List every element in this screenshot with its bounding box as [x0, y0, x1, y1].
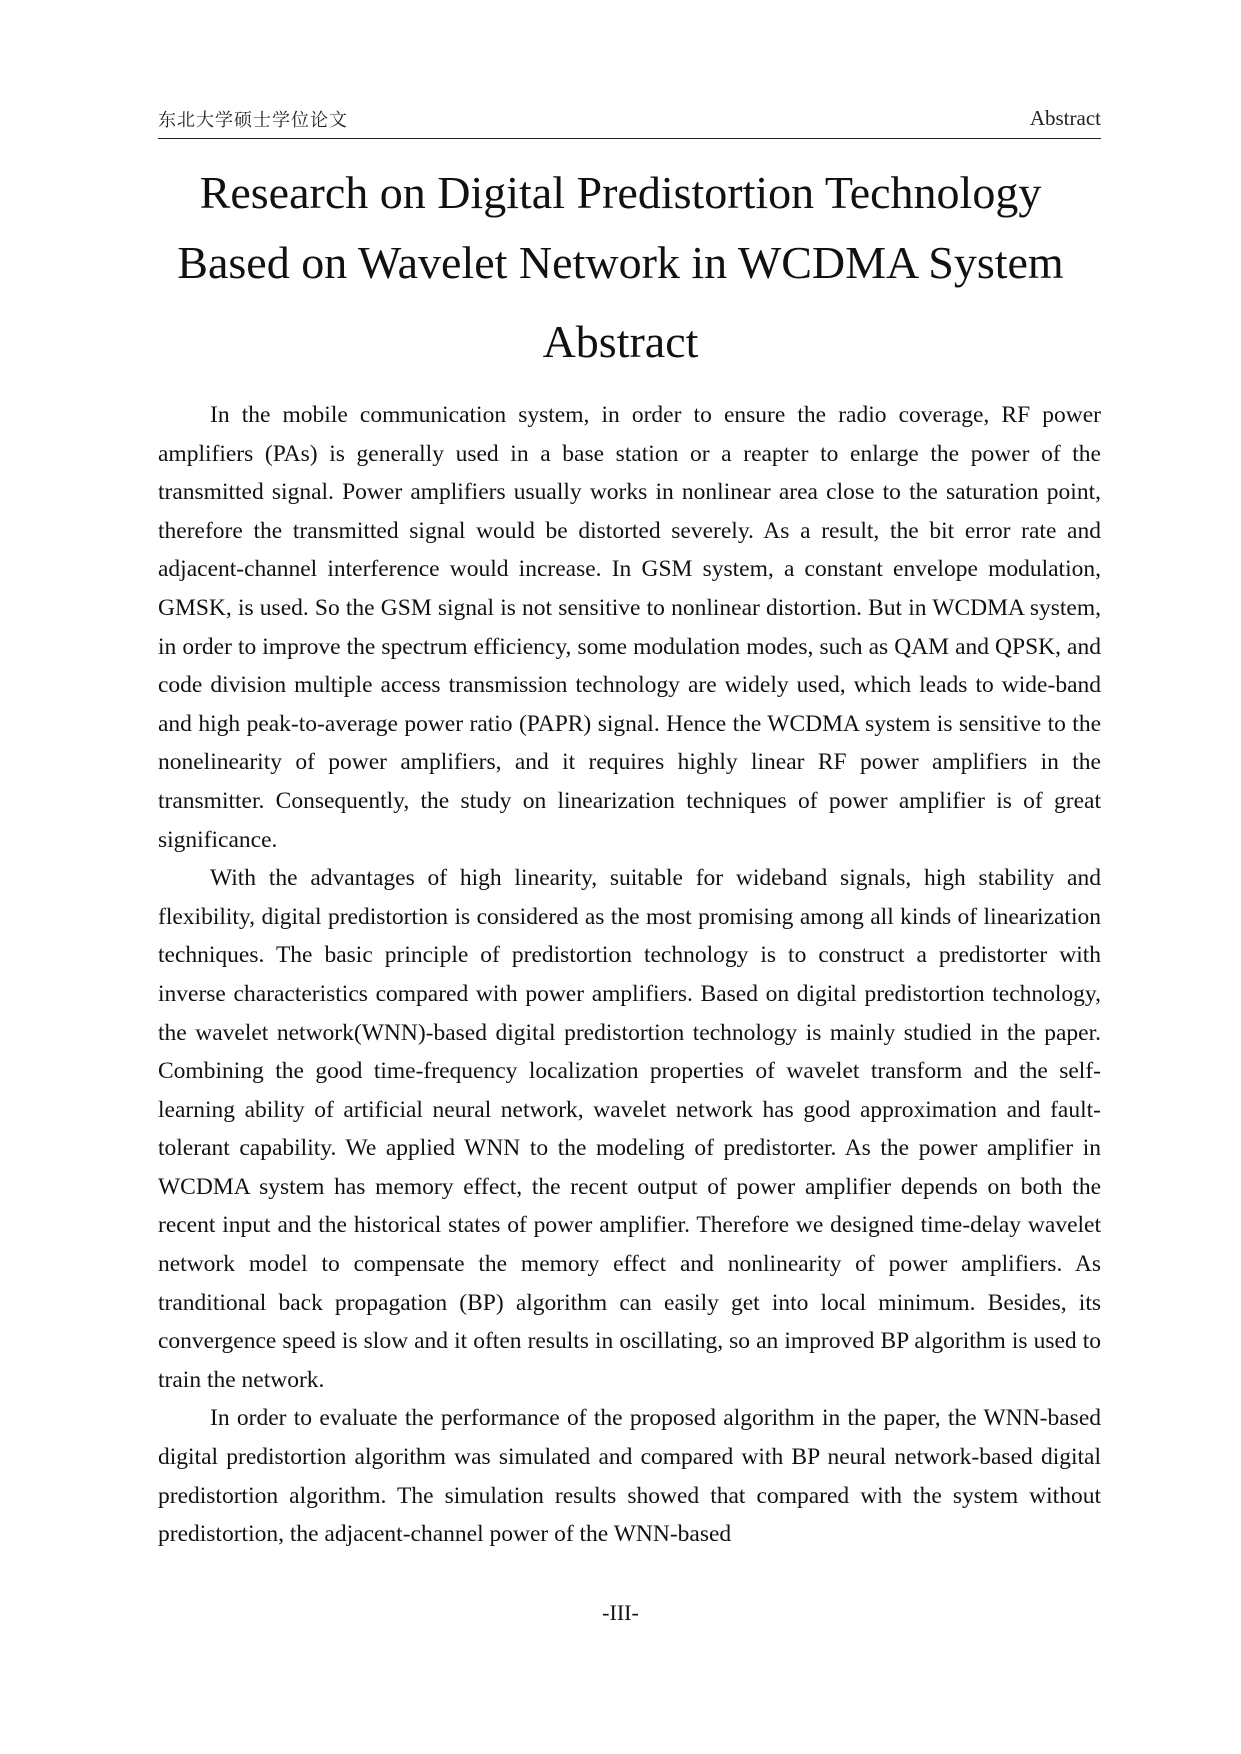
page-number: -III- — [602, 1600, 639, 1625]
paper-title — [140, 158, 1101, 298]
abstract-body — [158, 396, 1101, 1554]
header-section-name: Abstract — [1029, 106, 1101, 130]
abstract-paragraph-2: With the advantages of high linearity, suitable for wideband signals, high stability and flexibility, digital predistortion is considered as the most promising among all kinds of linearization techniques. The basic principle of predistortion technology is to construct a predistorter with inverse characteristics compared with power amplifiers. Based on digital predistortion technology, the wavelet network(WNN)-based digital predistortion technology is mainly studied in the paper. Combining the good time-frequency localization properties of wavelet transform and the self-learning ability of artificial neural network, wavelet network has good approximation and fault-tolerant capability. We applied WNN to the modeling of predistorter. As the power amplifier in WCDMA system has memory effect, the recent output of power amplifier depends on both the recent input and the historical states of power amplifier. Therefore we designed time-delay wavelet network model to compensate the memory effect and nonlinearity of power amplifiers. As tranditional back propagation (BP) algorithm can easily get into local minimum. Besides, its convergence speed is slow and it often results in oscillating, so an improved BP algorithm is used to train the network. — [158, 865, 1101, 1393]
abstract-paragraph-1: In the mobile communication system, in order to ensure the radio coverage, RF power amplifiers (PAs) is generally used in a base station or a reapter to enlarge the power of the transmitted signal. Power amplifiers usually works in nonlinear area close to the saturation point, therefore the transmitted signal would be distorted severely. As a result, the bit error rate and adjacent-channel interference would increase. In GSM system, a constant envelope modulation, GMSK, is used. So the GSM signal is not sensitive to nonlinear distortion. But in WCDMA system, in order to improve the spectrum efficiency, some modulation modes, such as QAM and QPSK, and code division multiple access transmission technology are widely used, which leads to wide-band and high peak-to-average power ratio (PAPR) signal. Hence the WCDMA system is sensitive to the nonelinearity of power amplifiers, and it requires highly linear RF power amplifiers in the transmitter. Consequently, the study on linearization techniques of power amplifier is of great significance. — [158, 402, 1101, 853]
header-university-title: 东北大学硕士学位论文 — [158, 110, 348, 131]
paper-title-line-2: Based on Wavelet Network in WCDMA System — [177, 237, 1064, 288]
running-header — [158, 104, 1101, 139]
abstract-paragraph-3: In order to evaluate the performance of the proposed algorithm in the paper, the WNN-based digital predistortion algorithm was simulated and compared with BP neural network-based digital predistortion algorithm. The simulation results showed that compared with the system without predistortion, the adjacent-channel power of the WNN-based — [158, 1405, 1101, 1548]
section-heading: Abstract — [542, 316, 699, 367]
paper-title-line-1: Research on Digital Predistortion Technology — [199, 167, 1042, 218]
